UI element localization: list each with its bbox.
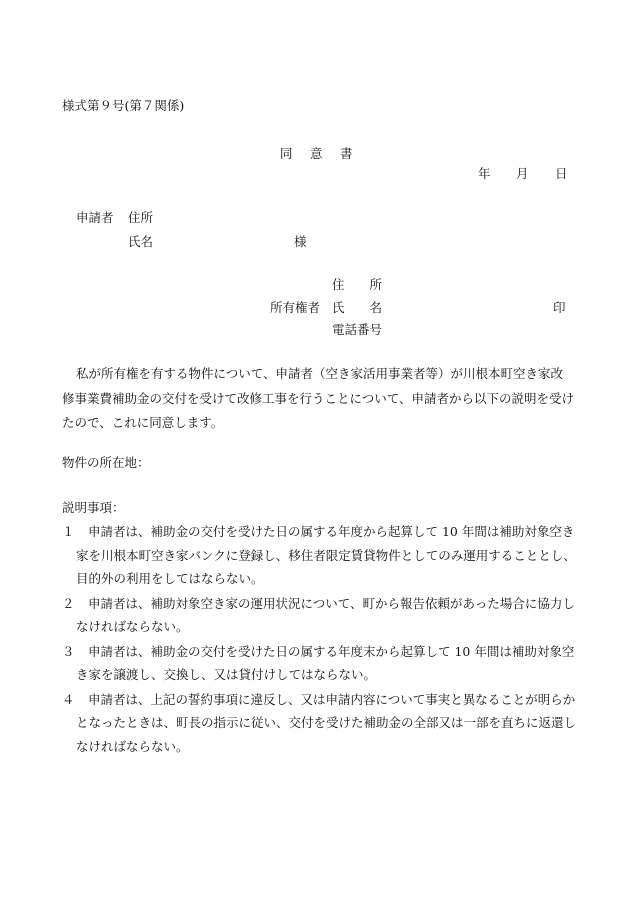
owner-address-label: 住 所 bbox=[332, 277, 383, 292]
list-item bbox=[62, 640, 576, 687]
list-item-text: 申請者は、補助金の交付を受けた日の属する年度末から起算して 10 年間は補助対象空き家を譲渡し、交換し、又は貸付けしてはならない。 bbox=[76, 643, 575, 682]
list-item-number: ３ bbox=[62, 643, 75, 659]
date-month-label: 月 bbox=[516, 166, 529, 181]
applicant-address-label: 住所 bbox=[128, 210, 154, 225]
date-year-label: 年 bbox=[478, 166, 491, 181]
property-location-label: 物件の所在地： bbox=[62, 455, 150, 470]
list-item bbox=[62, 688, 576, 759]
title-char: 同 bbox=[280, 146, 293, 161]
list-item-text: 申請者は、上記の誓約事項に違反し、又は申請内容について事実と異なることが明らかとなったときは、町長の指示に従い、交付を受けた補助金の全部又は一部を直ちに返還しなければならない。 bbox=[76, 691, 577, 754]
explanation-label: 説明事項： bbox=[62, 500, 125, 515]
list-item-text: 申請者は、補助金の交付を受けた日の属する年度から起算して 10 年間は補助対象空き家を川根本町空き家バンクに登録し、移住者限定賃貸物件としてのみ運用することとし、目的外の利用をしてはならない。 bbox=[76, 524, 576, 586]
list-item-text: 申請者は、補助対象空き家の運用状況について、町から報告依頼があった場合に協力しなければならない。 bbox=[76, 595, 575, 634]
owner-name-label: 氏 名 bbox=[332, 300, 383, 315]
date-day-label: 日 bbox=[555, 166, 568, 181]
title-char: 意 bbox=[310, 146, 323, 161]
list-item-number: ４ bbox=[62, 691, 75, 707]
consent-statement-text: 私が所有権を有する物件について、申請者（空き家活用事業者等）が川根本町空き家改修事業費補助金の交付を受けて改修工事を行うことについて、申請者から以下の説明を受けたので、これに同意します。 bbox=[62, 366, 575, 430]
explanation-list bbox=[62, 520, 576, 759]
title-char: 書 bbox=[340, 146, 353, 161]
consent-statement bbox=[62, 362, 574, 436]
seal-mark: 印 bbox=[553, 300, 566, 315]
applicant-label: 申請者 bbox=[76, 210, 114, 225]
owner-label: 所有権者 bbox=[270, 300, 321, 315]
applicant-honorific: 様 bbox=[294, 234, 307, 249]
list-item-number: １ bbox=[62, 524, 75, 539]
list-item-number: ２ bbox=[62, 595, 75, 611]
form-number: 様式第９号(第７関係) bbox=[62, 98, 185, 113]
list-item bbox=[62, 520, 576, 591]
applicant-name-label: 氏名 bbox=[128, 234, 154, 249]
owner-phone-label: 電話番号 bbox=[332, 322, 383, 337]
list-item bbox=[62, 592, 576, 639]
